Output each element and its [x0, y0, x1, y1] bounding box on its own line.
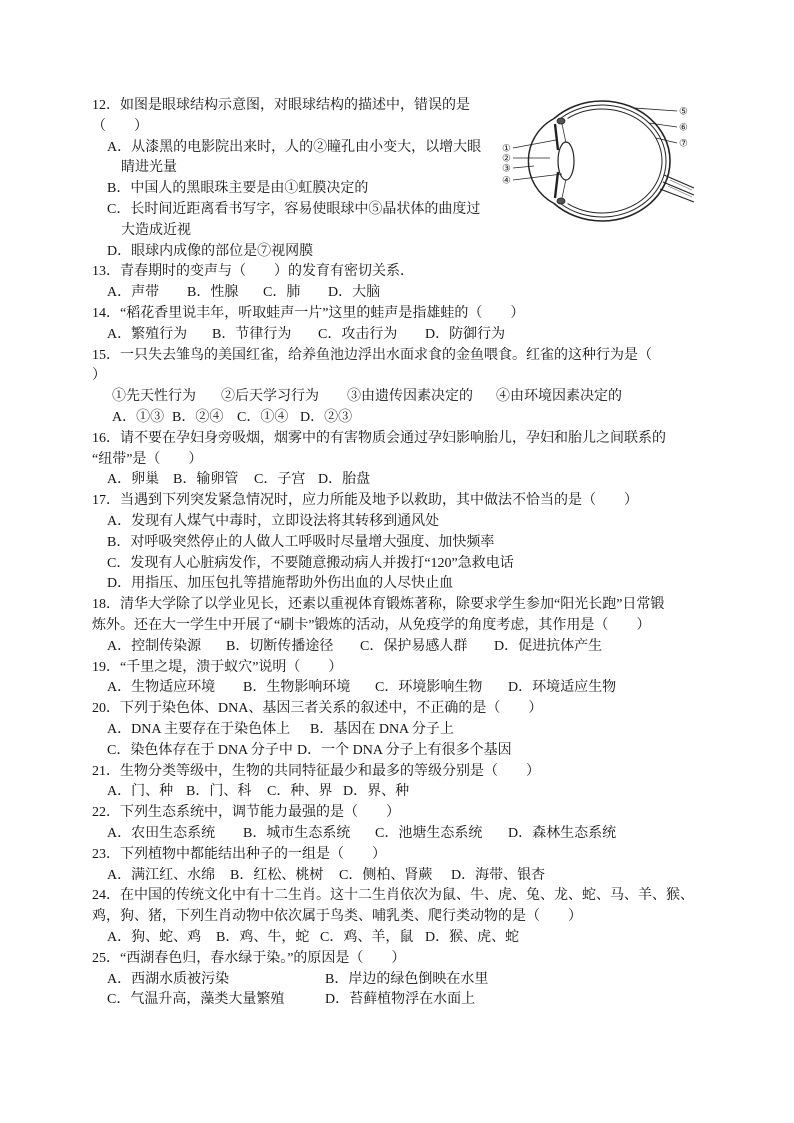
option-d: D．胎盘 [318, 472, 371, 487]
iris-upper [555, 124, 558, 150]
question-stem: 21．生物分类等级中，生物的共同特征最少和最多的等级分别是（ ） [92, 764, 540, 779]
option-d: D．防御行为 [425, 327, 506, 342]
question-stem-continuation: ） [92, 368, 106, 383]
statement-2: ②后天学习行为 [221, 389, 319, 404]
option-d: D．用指压、加压包扎等措施帮助外伤出血的人尽快止血 [107, 576, 454, 591]
leader-line-6 [649, 123, 677, 127]
question-stem: 14．“稻花香里说丰年，听取蛙声一片”这里的蛙声是指雄蛙的（ ） [92, 306, 525, 321]
question-stem: 23．下列植物中都能结出种子的一组是（ ） [92, 847, 386, 862]
option-b: B．对呼吸突然停止的人做人工呼吸时尽量增大强度、加快频率 [107, 535, 495, 550]
diagram-label-7: ⑦ [679, 138, 688, 150]
option-a: A．DNA 主要存在于染色体上 [107, 722, 291, 737]
option-a: A．生物适应环境 [107, 680, 216, 695]
diagram-label-6: ⑥ [679, 122, 688, 134]
option-a: A．繁殖行为 [107, 327, 188, 342]
option-b: B．红松、桃树 [230, 868, 324, 883]
option-c: C．子宫 [254, 472, 306, 487]
option-c: C．保护易感人群 [360, 639, 468, 654]
diagram-label-4: ④ [502, 175, 511, 187]
option-d: D．海带、银杏 [451, 868, 546, 883]
option-b: B．鸡、牛，蛇 [216, 930, 310, 945]
option-c-continuation: 大造成近视 [121, 223, 191, 238]
option-d: D．眼球内成像的部位是⑦视网膜 [107, 244, 314, 259]
question-stem: 12．如图是眼球结构示意图，对眼球结构的描述中，错误的是 [92, 98, 470, 113]
option-b: B．节律行为 [212, 327, 292, 342]
question-stem: 15．一只失去雏鸟的美国红雀，给养鱼池边浮出水面求食的金鱼喂食。红雀的这种行为是（ [92, 348, 652, 363]
question-stem: 24．在中国的传统文化中有十二生肖。这十二生肖依次为鼠、牛、虎、兔、龙、蛇、马、羊、猴、 [92, 888, 694, 903]
question-stem-continuation: 炼外。还在大一学生中开展了“刷卡”锻炼的活动，从免疫学的角度考虑，其作用是（ ） [92, 618, 651, 633]
leader-line-4 [513, 174, 562, 180]
suspensory-ligament-upper [562, 124, 566, 143]
suspensory-ligament-lower [562, 179, 566, 198]
question-stem-continuation: 鸡，狗、猪，下列生肖动物中依次属于鸟类、哺乳类、爬行类动物的是（ ） [92, 909, 582, 924]
option-d: D．大脑 [328, 285, 381, 300]
statement-4: ④由环境因素决定的 [496, 389, 622, 404]
option-d: D．界、种 [343, 784, 410, 799]
option-a: A．狗、蛇、鸡 [107, 930, 202, 945]
option-b: B．输卵管 [173, 472, 239, 487]
option-a: A．声带 [107, 285, 160, 300]
question-stem: 13．青春期时的变声与（ ）的发育有密切关系． [92, 264, 414, 279]
question-stem: 18．清华大学除了以学业见长，还素以重视体育锻炼著称，除要求学生参加“阳光长跑”日常锻 [92, 597, 665, 612]
option-b: B．城市生态系统 [243, 826, 351, 841]
option-c: C．环境影响生物 [375, 680, 483, 695]
option-a: A．门、种 [107, 784, 174, 799]
option-b: B．②④ [172, 410, 224, 425]
option-c: C．气温升高，藻类大量繁殖 [107, 992, 285, 1007]
option-a: A．满江红、水绵 [107, 868, 216, 883]
option-c: C．攻击行为 [318, 327, 398, 342]
iris-lower [555, 172, 558, 198]
diagram-label-5: ⑤ [679, 106, 688, 118]
option-b: B．中国人的黑眼珠主要是由①虹膜决定的 [107, 181, 369, 196]
statement-1: ①先天性行为 [112, 389, 196, 404]
optic-nerve-fibers [668, 180, 692, 197]
option-c: C．染色体存在于 DNA 分子中 [107, 743, 293, 758]
option-c: C．种、界 [267, 784, 333, 799]
ciliary-body-lower [557, 198, 565, 204]
option-b: B．生物影响环境 [243, 680, 351, 695]
option-a-continuation: 睛进光量 [121, 160, 177, 175]
option-a: A．西湖水质被污染 [107, 972, 230, 987]
option-b: B．切断传播途径 [226, 639, 334, 654]
diagram-label-2: ② [502, 153, 511, 165]
option-c: C．①④ [237, 410, 289, 425]
option-d: D．②③ [300, 410, 353, 425]
leader-line-3 [513, 166, 534, 168]
option-c: C．侧柏、肾蕨 [339, 868, 433, 883]
option-c: C．长时间近距离看书写字，容易使眼球中⑤晶状体的曲度过 [107, 202, 481, 217]
option-a: A．从漆黑的电影院出来时，人的②瞳孔由小变大，以增大眼 [107, 140, 482, 155]
eye-structure-diagram [500, 96, 696, 226]
option-c: C．鸡、羊，鼠 [320, 930, 414, 945]
question-stem: 19．“千里之堤，溃于蚁穴”说明（ ） [92, 660, 343, 675]
option-d: D．促进抗体产生 [494, 639, 603, 654]
option-d: D．森林生态系统 [508, 826, 617, 841]
option-a: A．发现有人煤气中毒时，立即设法将其转移到通风处 [107, 514, 440, 529]
ciliary-body-upper [557, 118, 565, 124]
question-stem-continuation: “纽带”是（ ） [92, 452, 203, 467]
option-c: C．发现有人心脏病发作，不要随意搬动病人并拨打“120”急救电话 [107, 556, 514, 571]
leader-line-1 [513, 140, 556, 148]
option-c: C．肺 [263, 285, 301, 300]
diagram-label-3: ③ [502, 163, 511, 175]
question-stem: 22．下列生态系统中，调节能力最强的是（ ） [92, 805, 400, 820]
cornea [528, 119, 554, 204]
option-a: A．农田生态系统 [107, 826, 216, 841]
option-a: A．控制传染源 [107, 639, 202, 654]
option-a: A．卵巢 [107, 472, 160, 487]
question-stem: 20．下列于染色体、DNA、基因三者关系的叙述中，不正确的是（ ） [92, 701, 543, 716]
diagram-label-1: ① [502, 143, 511, 155]
option-b: B．门、科 [186, 784, 252, 799]
option-b: B．性腺 [187, 285, 239, 300]
retina [568, 109, 662, 213]
option-c: C．池塘生态系统 [375, 826, 483, 841]
question-stem: 17．当遇到下列突发紧急情况时，应力所能及地予以救助，其中做法不恰当的是（ ） [92, 493, 638, 508]
option-d: D．一个 DNA 分子上有很多个基因 [297, 743, 512, 758]
option-d: D．猴、虎、蛇 [425, 930, 520, 945]
option-d: D．环境适应生物 [508, 680, 617, 695]
option-d: D．苔藓植物浮在水面上 [325, 992, 476, 1007]
option-b: B．基因在 DNA 分子上 [310, 722, 454, 737]
statement-3: ③由遗传因素决定的 [347, 389, 473, 404]
option-a: A．①③ [112, 410, 165, 425]
question-stem-continuation: （ ） [92, 119, 148, 134]
option-b: B．岸边的绿色倒映在水里 [325, 972, 489, 987]
question-stem: 16．请不要在孕妇身旁吸烟，烟雾中的有害物质会通过孕妇影响胎儿，孕妇和胎儿之间联系的 [92, 431, 666, 446]
choroid [561, 105, 666, 217]
question-stem: 25．“西湖春色归，春水绿于染。”的原因是（ ） [92, 951, 406, 966]
